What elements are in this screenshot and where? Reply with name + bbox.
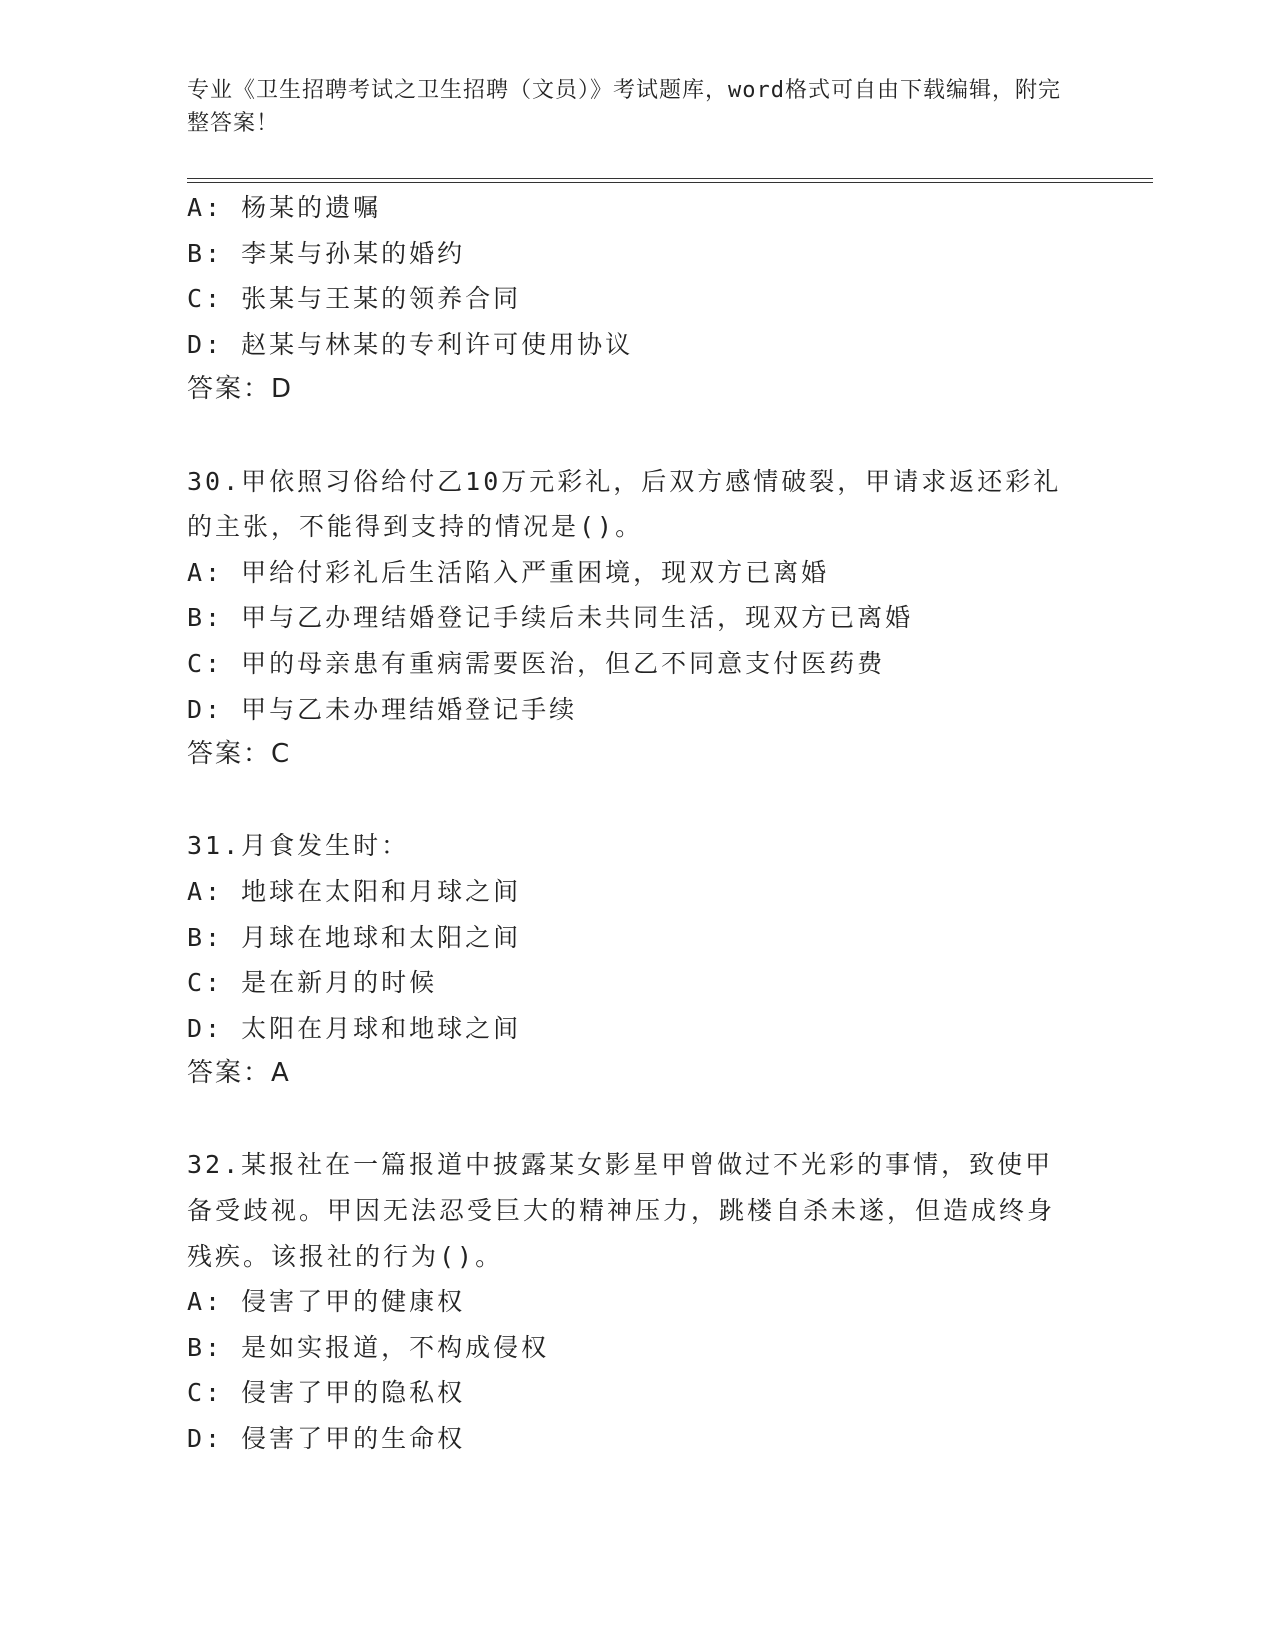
answer-line: 答案：D [187,374,294,405]
question-stem: 32.某报社在一篇报道中披露某女影星甲曾做过不光彩的事情，致使甲备受歧视。甲因无法忍受巨大的精神压力，跳楼自杀未遂，但造成终身残疾。该报社的行为()。 [187,1150,1056,1271]
option-a: A: 侵害了甲的健康权 [187,1287,466,1317]
spacer [187,778,1087,824]
option-d: D: 赵某与林某的专利许可使用协议 [187,329,634,359]
question-list [187,185,1087,1462]
question-29 [187,185,1087,413]
option-b: B: 月球在地球和太阳之间 [187,922,522,952]
question-30 [187,459,1087,778]
header-divider [187,178,1153,183]
option-c: C: 甲的母亲患有重病需要医治，但乙不同意支付医药费 [187,648,886,678]
document-header: 专业《卫生招聘考试之卫生招聘（文员）》考试题库，word格式可自由下载编辑，附完整答案！ [187,78,1061,136]
option-d: D: 甲与乙未办理结婚登记手续 [187,694,578,724]
option-c: C: 张某与王某的领养合同 [187,284,522,314]
option-a: A: 地球在太阳和月球之间 [187,876,522,906]
option-c: C: 是在新月的时候 [187,968,438,998]
question-stem: 30.甲依照习俗给付乙10万元彩礼，后双方感情破裂，甲请求返还彩礼的主张，不能得到支持的情况是()。 [187,466,1062,542]
option-a: A: 甲给付彩礼后生活陷入严重困境，现双方已离婚 [187,557,830,587]
spacer [187,1097,1087,1143]
answer-line: 答案：A [187,1058,291,1089]
option-d: D: 侵害了甲的生命权 [187,1424,466,1454]
question-32 [187,1142,1087,1461]
option-b: B: 是如实报道，不构成侵权 [187,1332,550,1362]
question-31 [187,823,1087,1097]
question-stem: 31.月食发生时： [187,831,410,861]
option-a: A: 杨某的遗嘱 [187,193,382,222]
spacer [187,413,1087,459]
option-b: B: 甲与乙办理结婚登记手续后未共同生活，现双方已离婚 [187,603,914,633]
answer-line: 答案：C [187,739,292,770]
option-c: C: 侵害了甲的隐私权 [187,1378,466,1408]
option-b: B: 李某与孙某的婚约 [187,238,466,268]
option-d: D: 太阳在月球和地球之间 [187,1013,522,1043]
